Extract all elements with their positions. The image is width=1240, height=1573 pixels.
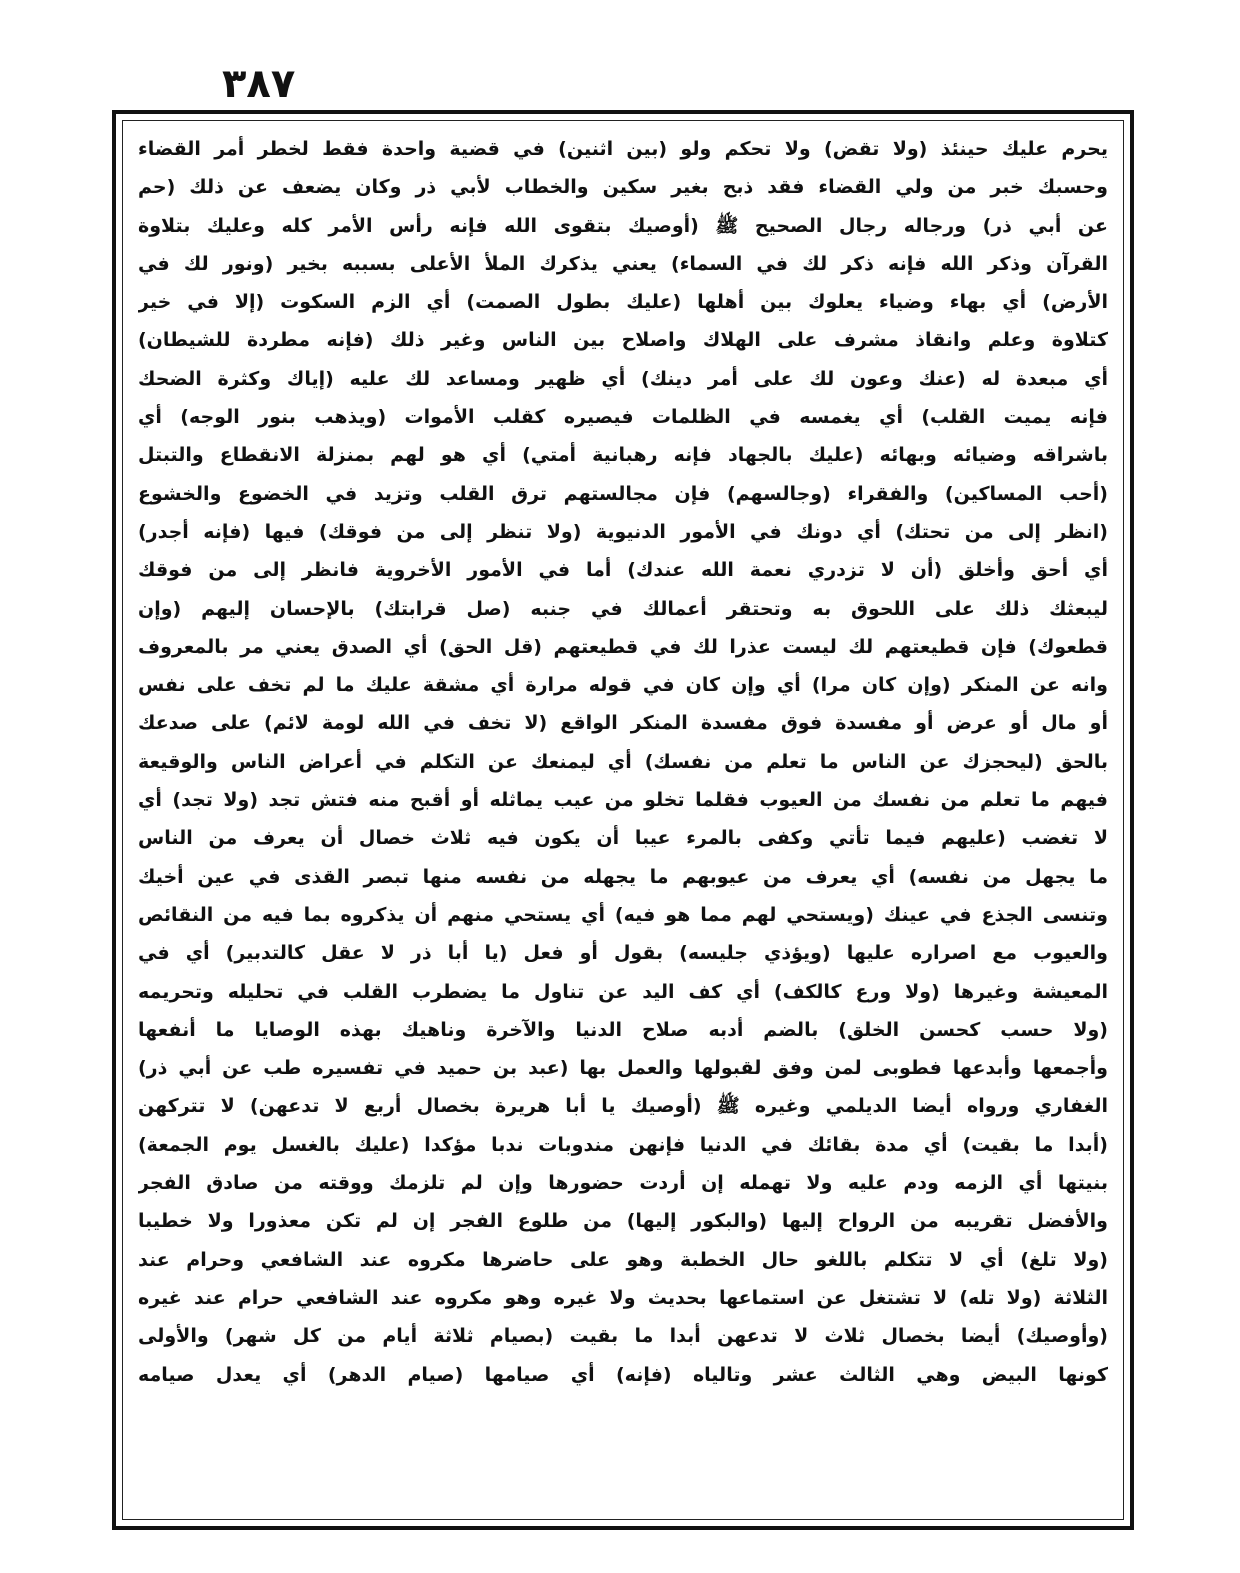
- text-line: (أحب المساكين) والفقراء (وجالسهم) فإن مجالستهم ترق القلب وتزيد في الخضوع والخشوع: [138, 482, 1108, 505]
- text-line: الثلاثة (ولا تله) لا تشتغل عن استماعها بحديث ولا غيره وهو مكروه عند الشافعي حرام عند غيره: [138, 1286, 1108, 1309]
- text-line: وحسبك خبر من ولي القضاء فقد ذبح بغير سكين والخطاب لأبي ذر وكان يضعف عن ذلك (حم: [138, 176, 1108, 199]
- text-line: عن أبي ذر) ورجاله رجال الصحيح ﷺ (أوصيك بتقوى الله فإنه رأس الأمر كله وعليك بتلاوة: [138, 214, 1108, 237]
- text-line: والعيوب مع اصراره عليها (ويؤذي جليسه) بقول أو فعل (يا أبا ذر لا عقل كالتدبير) أي في: [138, 942, 1108, 965]
- text-line: أي أحق وأخلق (أن لا تزدري نعمة الله عندك) أما في الأمور الأخروية فانظر إلى من فوقك: [138, 559, 1108, 582]
- text-line: يحرم عليك حينئذ (ولا تقض) ولا تحكم ولو (بين اثنين) في قضية واحدة فقط لخطر أمر القضاء: [138, 138, 1108, 160]
- text-line: القرآن وذكر الله فإنه ذكر لك في السماء) يعني يذكرك الملأ الأعلى بسببه بخير (ونور لك في: [138, 252, 1108, 275]
- text-line: فإنه يميت القلب) أي يغمسه في الظلمات فيصيره كقلب الأموات (ويذهب بنور الوجه) أي: [138, 406, 1108, 429]
- text-line: الغفاري ورواه أيضا الديلمي وغيره ﷺ (أوصيك يا أبا هريرة بخصال أربع لا تدعهن) لا تتركهن: [138, 1095, 1108, 1118]
- text-line: قطعوك) فإن قطيعتهم لك ليست عذرا لك في قطيعتهم (قل الحق) أي الصدق يعني مر بالمعروف: [138, 635, 1108, 658]
- text-line: (وأوصيك) أيضا بخصال ثلاث لا تدعهن أبدا ما بقيت (بصيام ثلاثة أيام من كل شهر) والأولى: [138, 1325, 1108, 1348]
- text-body: [138, 130, 1108, 1510]
- text-line: (ولا تلغ) أي لا تتكلم باللغو حال الخطبة وهو على حاضرها مكروه عند الشافعي وحرام عند: [138, 1248, 1108, 1271]
- text-line: الأرض) أي بهاء وضياء يعلوك بين أهلها (عليك بطول الصمت) أي الزم السكوت (إلا في خير: [138, 291, 1108, 314]
- text-line: بنيتها أي الزمه ودم عليه ولا تهمله إن أردت حضورها وإن لم تلزمك ووقته من صادق الفجر: [138, 1172, 1108, 1195]
- text-line: والأفضل تقريبه من الرواح إليها (والبكور إليها) من طلوع الفجر إن لم تكن معذورا ولا خطيبا: [138, 1210, 1108, 1233]
- text-line: وأجمعها وأبدعها فطوبى لمن وفق لقبولها والعمل بها (عبد بن حميد في تفسيره طب عن أبي ذر): [138, 1057, 1108, 1080]
- text-line: بالحق (ليحجزك عن الناس ما تعلم من نفسك) أي ليمنعك عن التكلم في أعراض الناس والوقيعة: [138, 750, 1108, 773]
- text-line: ليبعثك ذلك على اللحوق به وتحتقر أعمالك في جنبه (صل قرابتك) بالإحسان إليهم (وإن: [138, 597, 1108, 620]
- text-line: أو مال أو عرض أو مفسدة فوق مفسدة المنكر الواقع (لا تخف في الله لومة لائم) على صدعك: [138, 712, 1108, 735]
- text-line: (ولا حسب كحسن الخلق) بالضم أدبه صلاح الدنيا والآخرة وناهيك بهذه الوصايا ما أنفعها: [138, 1018, 1108, 1041]
- text-line: وتنسى الجذع في عينك (ويستحي لهم مما هو فيه) أي يستحي منهم أن يذكروه بما فيه من النقائص: [138, 903, 1108, 926]
- text-line: (انظر إلى من تحتك) أي دونك في الأمور الدنيوية (ولا تنظر إلى من فوقك) فيها (فإنه أجدر): [138, 520, 1108, 543]
- text-line: كتلاوة وعلم وانقاذ مشرف على الهلاك واصلاح بين الناس وغير ذلك (فإنه مطردة للشيطان): [138, 329, 1108, 352]
- text-line: فيهم ما تعلم من نفسك من العيوب فقلما تخلو من عيب يماثله أو أقبح منه فتش تجد (ولا تجد) أي: [138, 789, 1108, 812]
- page-number: ٣٨٧: [222, 61, 296, 107]
- text-line: المعيشة وغيرها (ولا ورع كالكف) أي كف اليد عن تناول ما يضطرب القلب في تحليله وتحريمه: [138, 980, 1108, 1003]
- text-line: (أبدا ما بقيت) أي مدة بقائك في الدنيا فإنهن مندوبات ندبا مؤكدا (عليك بالغسل يوم الجمعة): [138, 1133, 1108, 1156]
- text-line: وانه عن المنكر (وإن كان مرا) أي وإن كان في قوله مرارة أي مشقة عليك ما لم تخف على نفس: [138, 674, 1108, 697]
- text-line: ما يجهل من نفسه) أي يعرف من عيوبهم ما يجهله من نفسه منها تبصر القذى في عين أخيك: [138, 865, 1108, 888]
- text-line: باشراقه وضيائه وبهائه (عليك بالجهاد فإنه رهبانية أمتي) أي هو لهم بمنزلة الانقطاع والتبتل: [138, 444, 1108, 467]
- text-line: أي مبعدة له (عنك وعون لك على أمر دينك) أي ظهير ومساعد لك عليه (إياك وكثرة الضحك: [138, 367, 1108, 390]
- text-line: كونها البيض وهي الثالث عشر وتالياه (فإنه) أي صيامها (صيام الدهر) أي يعدل صيامه: [138, 1363, 1108, 1386]
- text-line: لا تغضب (عليهم فيما تأتي وكفى بالمرء عيبا أن يكون فيه ثلاث خصال أن يعرف من الناس: [138, 827, 1108, 850]
